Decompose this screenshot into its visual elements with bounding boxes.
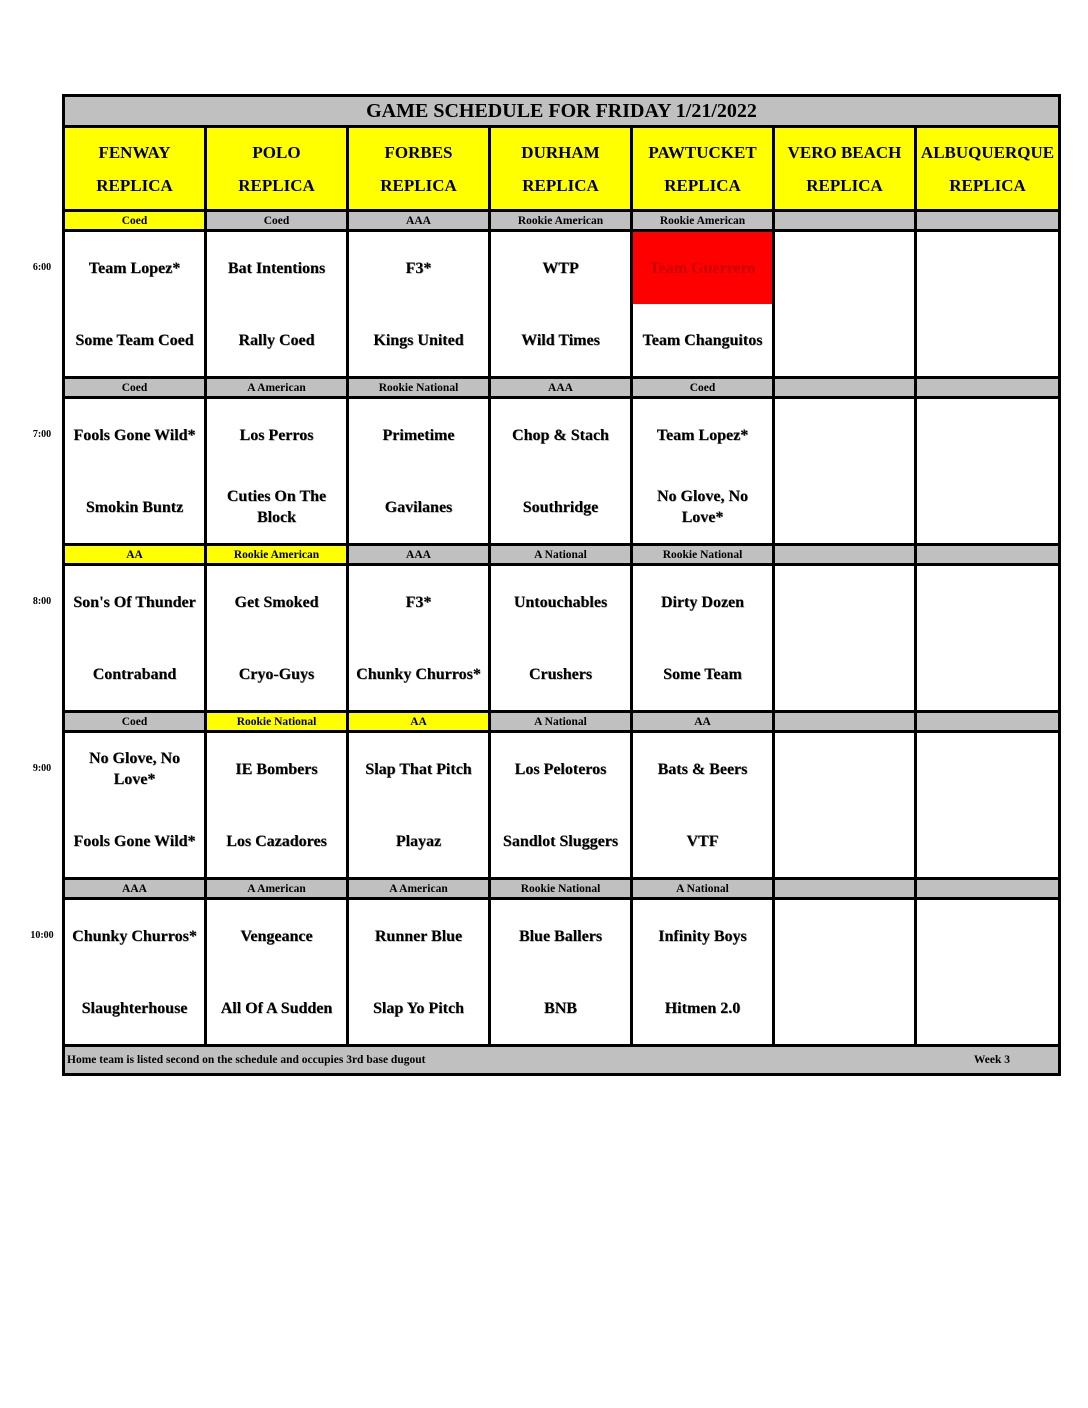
away-team: Son's Of Thunder <box>73 593 196 611</box>
away-team <box>917 232 1058 304</box>
week-label: Week 3 <box>973 1054 1011 1066</box>
game-cell <box>206 732 348 879</box>
division-label: Rookie National <box>490 879 632 899</box>
home-team: Fools Gone Wild* <box>73 832 196 850</box>
field-name: FENWAY <box>98 142 171 162</box>
game-cell <box>774 899 916 1046</box>
field-header <box>632 127 774 211</box>
home-team <box>775 471 914 543</box>
field-header <box>206 127 348 211</box>
home-team: Contraband <box>92 665 177 683</box>
game-cell <box>916 231 1060 378</box>
away-team: WTP <box>542 259 579 277</box>
home-team: Cuties On The Block <box>226 488 327 526</box>
division-label <box>916 712 1060 732</box>
field-subtitle: REPLICA <box>949 175 1026 195</box>
away-team: Team Guerrero <box>633 232 772 304</box>
away-team: Blue Ballers <box>518 927 603 945</box>
game-cell <box>206 565 348 712</box>
home-team: Hitmen 2.0 <box>664 999 741 1017</box>
away-team: Chop & Stach <box>512 426 609 444</box>
home-team: Some Team Coed <box>75 331 194 349</box>
field-name: PAWTUCKET <box>648 142 757 162</box>
away-team <box>917 900 1058 972</box>
division-label: A National <box>632 879 774 899</box>
game-cell <box>916 565 1060 712</box>
home-team <box>775 805 914 877</box>
division-label: AA <box>348 712 490 732</box>
game-cell <box>632 899 774 1046</box>
away-team <box>917 399 1058 471</box>
division-label: Coed <box>64 378 206 398</box>
division-label: Coed <box>206 211 348 231</box>
home-team: Slaughterhouse <box>81 999 188 1017</box>
home-team: VTF <box>686 832 719 850</box>
division-label <box>774 879 916 899</box>
game-cell <box>206 231 348 378</box>
home-team <box>917 638 1058 710</box>
game-cell <box>774 565 916 712</box>
field-header <box>64 127 206 211</box>
division-label: Rookie American <box>206 545 348 565</box>
division-label <box>774 378 916 398</box>
schedule-table <box>62 94 1061 1076</box>
away-team: Slap That Pitch <box>365 760 472 778</box>
away-team <box>917 733 1058 805</box>
away-team: Bat Intentions <box>227 259 326 277</box>
field-subtitle: REPLICA <box>806 175 883 195</box>
field-subtitle: REPLICA <box>522 175 599 195</box>
away-team: Los Perros <box>239 426 314 444</box>
game-cell <box>348 732 490 879</box>
field-header <box>774 127 916 211</box>
division-label: AAA <box>64 879 206 899</box>
game-cell <box>348 231 490 378</box>
games-row <box>64 899 1060 1046</box>
home-team: Chunky Churros* <box>356 665 481 683</box>
division-row <box>64 712 1060 732</box>
division-label <box>774 545 916 565</box>
game-cell <box>774 398 916 545</box>
away-team: Fools Gone Wild* <box>73 426 196 444</box>
division-label: AAA <box>348 211 490 231</box>
time-label: 7:00 <box>32 429 52 440</box>
home-team: Team Changuitos <box>642 331 763 349</box>
home-team: Los Cazadores <box>226 832 327 850</box>
home-team: All Of A Sudden <box>220 999 333 1017</box>
away-team: Bats & Beers <box>657 760 748 778</box>
away-team: Chunky Churros* <box>72 927 197 945</box>
division-label <box>916 879 1060 899</box>
division-label <box>774 712 916 732</box>
division-label: Rookie National <box>206 712 348 732</box>
game-cell <box>490 565 632 712</box>
division-label: Rookie National <box>632 545 774 565</box>
home-team <box>775 304 914 376</box>
away-team <box>775 733 914 805</box>
game-cell <box>632 732 774 879</box>
game-cell <box>64 899 206 1046</box>
away-team: Runner Blue <box>374 927 463 945</box>
games-row <box>64 565 1060 712</box>
time-label: 10:00 <box>30 930 54 941</box>
field-header <box>490 127 632 211</box>
division-label: AA <box>632 712 774 732</box>
away-team: Los Peloteros <box>514 760 607 778</box>
away-team: Vengeance <box>240 927 313 945</box>
home-team: Sandlot Sluggers <box>502 832 619 850</box>
time-label: 8:00 <box>32 596 52 607</box>
away-team <box>775 566 914 638</box>
division-label <box>774 211 916 231</box>
field-subtitle: REPLICA <box>96 175 173 195</box>
game-cell <box>490 231 632 378</box>
division-row <box>64 879 1060 899</box>
home-team <box>917 805 1058 877</box>
games-row <box>64 732 1060 879</box>
home-team: No Glove, No Love* <box>656 488 749 526</box>
away-team: Untouchables <box>513 593 608 611</box>
away-team: IE Bombers <box>235 760 318 778</box>
game-cell <box>64 398 206 545</box>
home-team: BNB <box>544 999 577 1017</box>
away-team: Primetime <box>382 426 455 444</box>
schedule-title: GAME SCHEDULE FOR FRIDAY 1/21/2022 <box>64 96 1060 127</box>
away-team: No Glove, No Love* <box>88 750 181 788</box>
home-team <box>775 972 914 1044</box>
home-team: Slap Yo Pitch <box>373 999 464 1017</box>
division-row <box>64 378 1060 398</box>
home-team: Wild Times <box>521 331 600 349</box>
home-team: Cryo-Guys <box>238 665 315 683</box>
division-label <box>916 545 1060 565</box>
footer-cell <box>64 1046 1060 1075</box>
field-name: DURHAM <box>521 142 600 162</box>
away-team: Infinity Boys <box>658 927 747 945</box>
away-team: Dirty Dozen <box>660 593 745 611</box>
field-header-row <box>64 127 1060 211</box>
division-label <box>916 211 1060 231</box>
home-team: Crushers <box>528 665 593 683</box>
home-team <box>917 471 1058 543</box>
home-team: Southridge <box>522 498 599 516</box>
home-team: Kings United <box>373 331 464 349</box>
game-cell <box>64 231 206 378</box>
division-label: AA <box>64 545 206 565</box>
game-cell <box>632 398 774 545</box>
game-cell <box>916 398 1060 545</box>
division-label: AAA <box>490 378 632 398</box>
game-cell <box>348 899 490 1046</box>
division-row <box>64 211 1060 231</box>
division-label: A National <box>490 545 632 565</box>
games-row <box>64 231 1060 378</box>
time-label: 9:00 <box>32 763 52 774</box>
game-cell <box>206 398 348 545</box>
field-subtitle: REPLICA <box>238 175 315 195</box>
division-label: A National <box>490 712 632 732</box>
home-team: Playaz <box>395 832 442 850</box>
division-label: Coed <box>64 712 206 732</box>
division-label: Rookie National <box>348 378 490 398</box>
game-cell <box>206 899 348 1046</box>
home-team <box>775 638 914 710</box>
away-team <box>917 566 1058 638</box>
time-label: 6:00 <box>32 262 52 273</box>
away-team: Team Lopez* <box>656 426 749 444</box>
division-label: A American <box>348 879 490 899</box>
game-cell <box>632 231 774 378</box>
division-label: Coed <box>64 211 206 231</box>
game-cell <box>916 732 1060 879</box>
division-label: A American <box>206 879 348 899</box>
game-cell <box>774 732 916 879</box>
game-cell <box>490 732 632 879</box>
home-team <box>917 972 1058 1044</box>
title-row <box>64 96 1060 127</box>
away-team: Get Smoked <box>234 593 319 611</box>
home-team: Rally Coed <box>238 331 315 349</box>
home-team: Gavilanes <box>384 498 453 516</box>
game-cell <box>490 899 632 1046</box>
away-team: F3* <box>405 593 432 611</box>
division-label: Rookie American <box>632 211 774 231</box>
division-label: AAA <box>348 545 490 565</box>
game-cell <box>64 565 206 712</box>
field-header <box>916 127 1060 211</box>
field-subtitle: REPLICA <box>664 175 741 195</box>
game-cell <box>348 398 490 545</box>
game-cell <box>490 398 632 545</box>
away-team <box>775 399 914 471</box>
field-subtitle: REPLICA <box>380 175 457 195</box>
home-team: Smokin Buntz <box>85 498 184 516</box>
footer-row <box>64 1046 1060 1075</box>
game-cell <box>916 899 1060 1046</box>
game-cell <box>632 565 774 712</box>
home-team <box>917 304 1058 376</box>
field-name: ALBUQUERQUE <box>920 142 1055 162</box>
division-label <box>916 378 1060 398</box>
field-name: POLO <box>252 142 301 162</box>
away-team: F3* <box>405 259 432 277</box>
field-name: FORBES <box>384 142 453 162</box>
home-team: Some Team <box>663 665 742 683</box>
division-label: A American <box>206 378 348 398</box>
games-row <box>64 398 1060 545</box>
division-row <box>64 545 1060 565</box>
game-cell <box>64 732 206 879</box>
game-cell <box>774 231 916 378</box>
division-label: Coed <box>632 378 774 398</box>
away-team: Team Lopez* <box>88 259 181 277</box>
away-team <box>775 232 914 304</box>
footer-note: Home team is listed second on the schedule and occupies 3rd base dugout <box>67 1054 426 1066</box>
field-name: VERO BEACH <box>787 142 902 162</box>
away-team <box>775 900 914 972</box>
field-header <box>348 127 490 211</box>
game-cell <box>348 565 490 712</box>
division-label: Rookie American <box>490 211 632 231</box>
